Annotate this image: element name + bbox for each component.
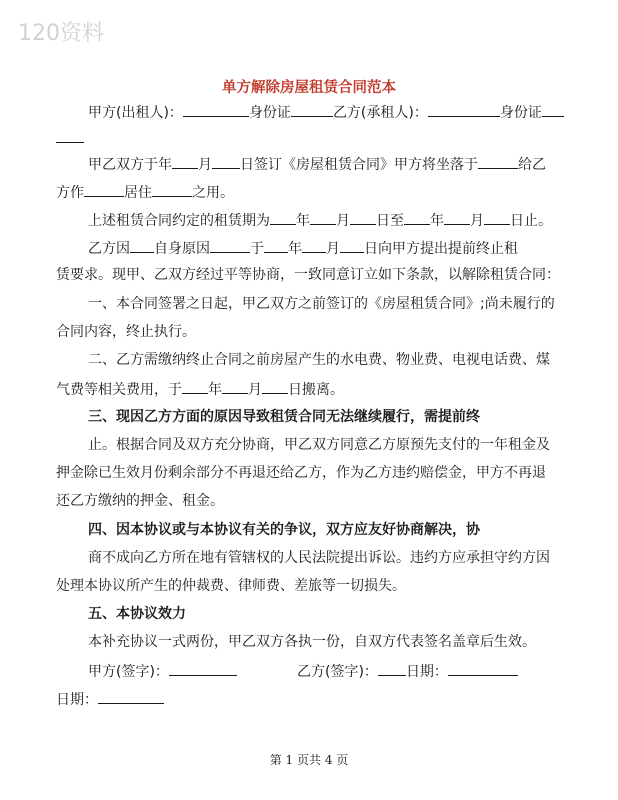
text-segment: 月 [336,213,350,229]
date-label: 日期： [405,664,448,680]
blank [212,154,240,169]
blank [264,238,288,253]
text-segment: 年 [208,382,222,398]
id-card-continuation [56,128,84,148]
blank [478,154,518,169]
text-segment: 气费等相关费用，于 [56,382,182,398]
party-a-label: 甲方(出租人)： [88,105,183,121]
blank [444,210,470,225]
document-title: 单方解除房屋租赁合同范本 [222,80,396,96]
paragraph-line: 商不成向乙方所在地有管辖权的人民法院提出诉讼。违约方应承担守约方因 [88,550,550,566]
blank [183,102,249,117]
text-segment: 日止。 [510,213,552,229]
text-segment: 甲乙双方于年 [88,157,172,173]
text-segment: 年 [430,213,444,229]
blank [172,154,198,169]
clause-5-heading: 五、本协议效力 [88,606,186,622]
clause-3-heading: 三、现因乙方方面的原因导致租赁合同无法继续履行，需提前终 [88,409,480,425]
blank [262,379,288,394]
paragraph-line: 本补充协议一式两份，甲乙双方各执一份，自双方代表签名盖章后生效。 [88,634,536,650]
text-segment: 给乙 [518,157,546,173]
text-segment: 自身原因 [154,241,210,257]
text-segment: 日搬离。 [288,382,344,398]
text-segment: 方作 [56,185,84,201]
paragraph-line [56,379,344,399]
blank [428,102,500,117]
paragraph-line: 押金除已生效月份剩余部分不再退还给乙方，作为乙方违约赔偿金，甲方不再退 [56,465,546,481]
party-b-signature-label: 乙方(签字)： [297,664,378,680]
paragraph-line: 止。根据合同及双方充分协商，甲乙双方同意乙方原预先支付的一年租金及 [88,437,550,453]
text-segment: 月 [470,213,484,229]
text-segment: 上述租赁合同约定的租赁期为 [88,213,270,229]
text-segment: 于 [250,241,264,257]
blank [484,210,510,225]
date-line [56,689,164,709]
blank [302,238,326,253]
paragraph-line: 赁要求。现甲、乙双方经过平等协商，一致同意订立如下条款，以解除租赁合同： [56,267,560,283]
paragraph-line: 合同内容，终止执行。 [56,324,196,340]
paragraph-line [88,210,552,230]
party-b-label: 乙方(承租人)： [332,105,428,121]
blank [182,379,208,394]
date-label: 日期： [56,692,98,708]
blank [404,210,430,225]
text-segment: 日至 [376,213,404,229]
blank [270,210,296,225]
signature-blank [378,661,406,676]
id-card-label: 身份证 [499,105,542,121]
blank [210,238,250,253]
clause-1: 一、本合同签署之日起，甲乙双方之前签订的《房屋租赁合同》;尚未履行的 [88,296,555,312]
text-segment: 乙方因 [88,241,130,257]
blank [542,102,564,117]
paragraph-line [88,154,546,174]
blank [84,182,124,197]
blank [310,210,336,225]
date-blank [98,689,164,704]
text-segment: 月 [248,382,262,398]
blank [56,128,84,143]
page-footer: 第 1 页共 4 页 [269,753,349,767]
text-segment: 之用。 [192,185,234,201]
text-segment: 年 [288,241,302,257]
blank [350,210,376,225]
party-a-signature-label: 甲方(签字)： [88,664,169,680]
clause-2: 二、乙方需缴纳终止合同之前房屋产生的水电费、物业费、电视电话费、煤 [88,352,550,368]
text-segment: 日签订《房屋租赁合同》甲方将坐落于 [240,157,478,173]
text-segment: 月 [326,241,340,257]
blank [222,379,248,394]
paragraph-line [56,182,234,202]
paragraph-line [88,238,518,258]
blank [130,238,154,253]
clause-4-heading: 四、因本协议或与本协议有关的争议，双方应友好协商解决，协 [88,522,480,538]
text-segment: 日向甲方提出提前终止租 [364,241,518,257]
blank [152,182,192,197]
text-segment: 月 [198,157,212,173]
paragraph-line: 还乙方缴纳的押金、租金。 [56,493,224,509]
watermark: 120资料 [18,21,104,46]
signature-party-a [88,661,237,681]
blank [340,238,364,253]
paragraph-line: 处理本协议所产生的仲裁费、律师费、差旅等一切损失。 [56,578,406,594]
id-card-label: 身份证 [248,105,291,121]
text-segment: 居住 [124,185,152,201]
signature-blank [169,661,237,676]
party-a-line [88,102,564,122]
date-blank [448,661,518,676]
blank [291,102,333,117]
signature-party-b [297,661,518,681]
text-segment: 年 [296,213,310,229]
